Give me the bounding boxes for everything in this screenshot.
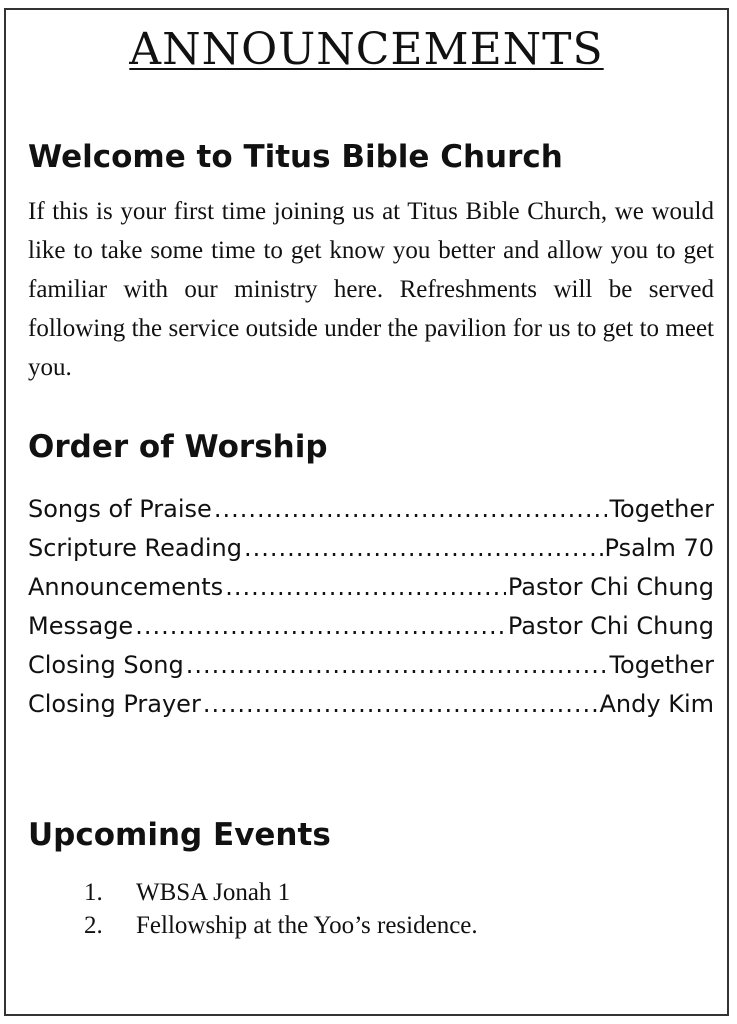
worship-row	[28, 685, 714, 724]
upcoming-events-heading: Upcoming Events	[28, 817, 331, 853]
page-title	[6, 24, 727, 75]
worship-row	[28, 607, 714, 646]
worship-item-name: Songs of Praise	[28, 495, 212, 523]
worship-row	[28, 568, 714, 607]
order-of-worship-list	[28, 490, 714, 724]
worship-item-name: Scripture Reading	[28, 534, 242, 562]
dot-leader	[214, 490, 608, 529]
upcoming-events-list	[84, 876, 478, 942]
worship-item-leader: Pastor Chi Chung	[507, 573, 714, 601]
worship-item-name: Closing Prayer	[28, 690, 201, 718]
announcement-page	[4, 8, 729, 1016]
dot-leader	[244, 529, 603, 568]
order-of-worship-heading: Order of Worship	[28, 429, 328, 465]
worship-item-name: Announcements	[28, 573, 224, 601]
worship-item-leader: Together	[609, 651, 714, 679]
worship-row	[28, 529, 714, 568]
event-number: 1.	[84, 879, 103, 906]
worship-item-leader: Together	[609, 495, 714, 523]
worship-item-name: Message	[28, 612, 134, 640]
worship-item-leader: Andy Kim	[599, 690, 714, 718]
worship-item-name: Closing Song	[28, 651, 184, 679]
list-item	[84, 909, 478, 942]
welcome-heading: Welcome to Titus Bible Church	[28, 139, 563, 175]
worship-row	[28, 490, 714, 529]
page-title-text: ANNOUNCEMENTS	[129, 24, 604, 75]
worship-item-leader: Psalm 70	[604, 534, 714, 562]
event-number: 2.	[84, 912, 103, 939]
event-text: Fellowship at the Yoo’s residence.	[136, 912, 478, 939]
dot-leader	[225, 568, 506, 607]
welcome-paragraph: If this is your first time joining us at Titus Bible Church, we would like to take some time to get know you better and allow you to get familiar with our ministry here. Refreshments will be served following the service outside under the pavilion for us to get to meet you.	[28, 198, 714, 381]
list-item	[84, 876, 478, 909]
worship-row	[28, 646, 714, 685]
worship-item-leader: Pastor Chi Chung	[507, 612, 714, 640]
dot-leader	[135, 607, 506, 646]
dot-leader	[203, 685, 598, 724]
event-text: WBSA Jonah 1	[136, 879, 291, 906]
dot-leader	[186, 646, 608, 685]
